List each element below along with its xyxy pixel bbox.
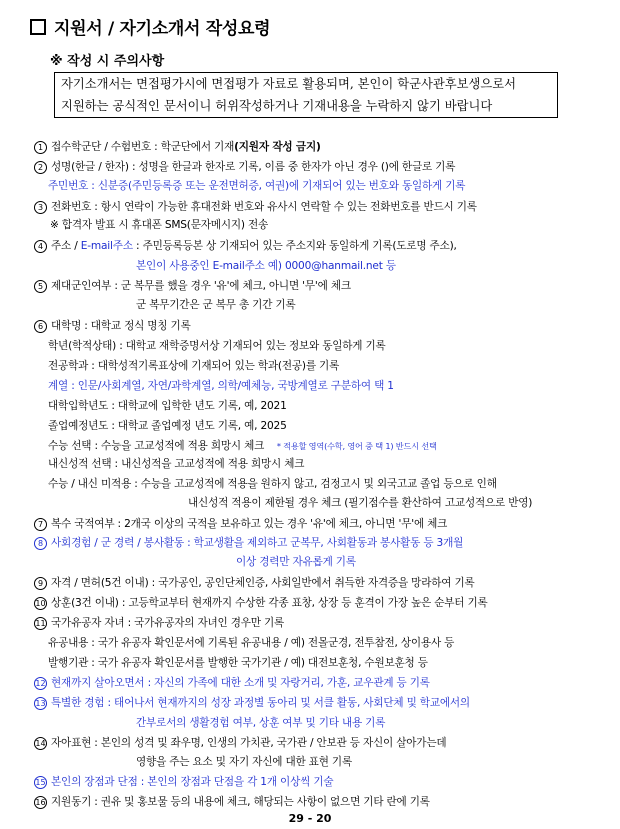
item-14: 14 자아표현 : 본인의 성격 및 좌우명, 인생의 가치관, 국가관 / 안보관 등 자신이 살아가는데 <box>35 737 447 749</box>
item-14-sub: 영향을 주는 요소 및 자기 자신에 대한 표현 기록 <box>136 756 352 768</box>
item-6-none-sub: 내신성적 적용이 제한될 경우 체크 (필기점수를 환산하여 고교성적으로 반영) <box>188 497 533 509</box>
item-12: 12 현재까지 살아오면서 : 자신의 가족에 대한 소개 및 자랑거리, 가훈, 교우관계 등 기록 <box>35 677 430 689</box>
item-3: 3 전화번호 : 항시 연락이 가능한 휴대전화 번호와 유사시 연락할 수 있는 전화번호를 반드시 기록 <box>34 200 477 214</box>
checkbox-square-icon <box>30 19 46 35</box>
item-9: 9 자격 / 면허(5건 이내) : 국가공인, 공인단체인증, 사회일반에서 취득한 자격증을 망라하여 기록 <box>34 576 475 590</box>
item-6-year: 학년(학적상태) : 대학교 재학증명서상 기재되어 있는 정보와 동일하게 기록 <box>48 340 386 352</box>
item-6-field: 계열 : 인문/사회계열, 자연/과학계열, 의학/예체능, 국방계열로 구분하여 택 1 <box>48 380 394 392</box>
item-6: 6 대학명 : 대학교 정식 명칭 기록 <box>34 319 191 333</box>
bold-note: (지원자 작성 금지) <box>234 141 321 153</box>
item-5: 5 제대군인여부 : 군 복무를 했을 경우 '유'에 체크, 아니면 '무'에 체크 <box>34 279 351 293</box>
item-6-none: 수능 / 내신 미적용 : 수능을 고교성적에 적용을 원하지 않고, 검정고시 및 외국고교 졸업 등으로 인해 <box>48 478 497 490</box>
item-6-grad: 졸업예정년도 : 대학교 졸업예정 년도 기록, 예, 2025 <box>48 420 287 432</box>
item-7: 7 복수 국적여부 : 2개국 이상의 국적을 보유하고 있는 경우 '유'에 체크, 아니면 '무'에 체크 <box>34 517 447 531</box>
item-6-naesin: 내신성적 선택 : 내신성적을 고교성적에 적용 희망시 체크 <box>48 458 305 470</box>
notice-box <box>54 72 558 118</box>
item-5-sub: 군 복무기간은 군 복무 총 기간 기록 <box>136 299 296 311</box>
circled-number: 1 <box>34 141 47 154</box>
item-6-entry: 대학입학년도 : 대학교에 입학한 년도 기록, 예, 2021 <box>48 400 287 412</box>
item-2-sub: 주민번호 : 신분증(주민등록증 또는 운전면허증, 여권)에 기재되어 있는 번호와 동일하게 기록 <box>48 180 466 192</box>
item-10: 10 상훈(3건 이내) : 고등학교부터 현재까지 수상한 각종 표창, 상장 등 훈격이 가장 높은 순부터 기록 <box>35 597 488 609</box>
suneung-note: * 적용할 영역(수학, 영어 중 택 1) 반드시 선택 <box>276 441 437 451</box>
item-8: 8 사회경험 / 군 경력 / 봉사활동 : 학교생활을 제외하고 군복무, 사회활동과 봉사활동 등 3개월 <box>34 536 463 550</box>
page-number: 29 - 20 <box>288 812 332 825</box>
item-4-sub: 본인이 사용중인 E-mail주소 예) 0000@hanmail.net 등 <box>136 260 396 272</box>
notice-line-1: 자기소개서는 면접평가시에 면접평가 자료로 활용되며, 본인이 학군사관후보생으로서 <box>61 77 516 91</box>
title-text: 지원서 / 자기소개서 작성요령 <box>54 19 271 39</box>
item-2: 2 성명(한글 / 한자) : 성명을 한글과 한자로 기록, 이름 중 한자가 아닌 경우 ()에 한글로 기록 <box>34 160 455 174</box>
item-16: 16 지원동기 : 권유 및 홍보물 등의 내용에 체크, 해당되는 사항이 없으면 기타 란에 기록 <box>35 796 430 808</box>
item-3-sub: ※ 합격자 발표 시 휴대폰 SMS(문자메시지) 전송 <box>50 219 269 231</box>
item-6-suneung: 수능 선택 : 수능을 고교성적에 적용 희망시 체크 * 적용할 영역(수학, 영어 중 택 1) 반드시 선택 <box>48 440 437 452</box>
page-title <box>30 14 270 39</box>
notice-line-2: 지원하는 공식적인 문서이니 허위작성하거나 기재내용을 누락하지 않기 바랍니다 <box>61 99 493 113</box>
caution-heading: ※ 작성 시 주의사항 <box>50 54 165 69</box>
item-13: 13 특별한 경험 : 태어나서 현재까지의 성장 과정별 동아리 및 서클 활동, 사회단체 및 학교에서의 <box>35 697 470 709</box>
item-11-content: 유공내용 : 국가 유공자 확인문서에 기록된 유공내용 / 예) 전몰군경, 전투참전, 상이용사 등 <box>48 637 455 649</box>
item-8-sub: 이상 경력만 자유롭게 기록 <box>236 556 356 568</box>
item-11: 11 국가유공자 자녀 : 국가유공자의 자녀인 경우만 기록 <box>35 617 285 629</box>
item-11-agency: 발행기관 : 국가 유공자 확인문서를 발행한 국가기관 / 예) 대전보훈청, 수원보훈청 등 <box>48 657 428 669</box>
item-15: 15 본인의 장점과 단점 : 본인의 장점과 단점을 각 1개 이상씩 기술 <box>35 776 334 788</box>
item-1: 1 접수학군단 / 수험번호 : 학군단에서 기재(지원자 작성 금지) <box>34 140 321 154</box>
item-6-major: 전공학과 : 대학성적기록표상에 기재되어 있는 학과(전공)를 기록 <box>48 360 340 372</box>
item-13-sub: 간부로서의 생활경험 여부, 상훈 여부 및 기타 내용 기록 <box>136 717 386 729</box>
item-4: 4 주소 / E-mail주소 : 주민등록등본 상 기재되어 있는 주소지와 동일하게 기록(도로명 주소), <box>34 239 457 253</box>
